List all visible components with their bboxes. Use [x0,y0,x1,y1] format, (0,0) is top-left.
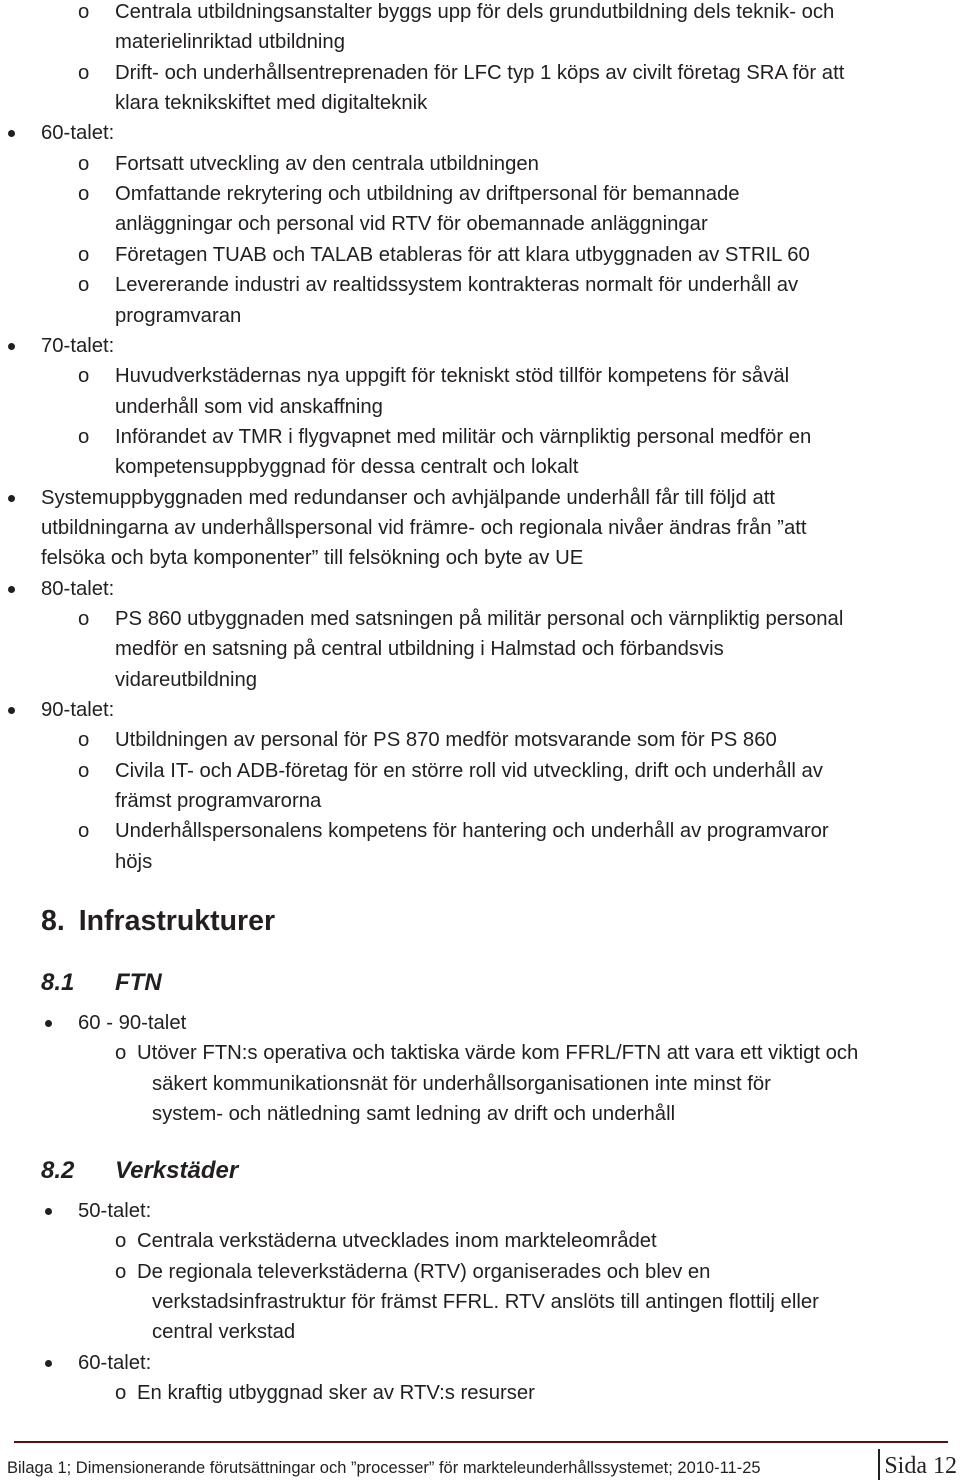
text-line: 60-talet: [78,1351,152,1374]
bullet-dot-icon [8,343,15,350]
text-line: Införandet av TMR i flygvapnet med militär och värnpliktig personal medför en [115,425,812,448]
bullet-dot-icon [8,495,15,502]
text-line: höjs [115,850,153,873]
section-number: 8.1 [41,969,75,996]
text-line: säkert kommunikationsnät för underhållsorganisationen inte minst för [152,1072,771,1095]
text-line: underhåll som vid anskaffning [115,395,383,418]
text-line: Centrala verkstäderna utvecklades inom markteleområdet [137,1230,657,1253]
sub-bullet-marker: o [78,183,90,206]
text-line: 60 - 90-talet [78,1012,187,1034]
text-line: verkstadsinfrastruktur för främst FFRL. RTV anslöts till antingen flottilj eller [152,1290,819,1313]
text-line: Underhållspersonalens kompetens för hantering och underhåll av programvaror [115,820,829,843]
sub-bullet-marker: o [78,425,90,448]
text-line: anläggningar och personal vid RTV för obemannade anläggningar [115,213,708,236]
text-line: Drift- och underhållsentreprenaden för LFC typ 1 köps av civilt företag SRA för att [115,61,845,84]
text-line: 50-talet: [78,1200,152,1222]
page-number: Sida 12 [884,1453,957,1479]
footer-text: Bilaga 1; Dimensionerande förutsättningar och ”processer” för markteleunderhållssystemet; 2010-11-25 [7,1459,761,1477]
sub-bullet-marker: o [115,1230,127,1253]
text-line: De regionala televerkstäderna (RTV) organiserades och blev en [137,1260,711,1283]
text-line: vidareutbildning [115,668,258,691]
text-line: Civila IT- och ADB-företag för en större roll vid utveckling, drift och underhåll av [115,759,823,782]
sub-bullet-marker: o [115,1381,127,1404]
sub-bullet-marker: o [78,729,90,752]
sub-bullet-marker: o [78,820,90,843]
bullet-dot-icon [45,1360,52,1367]
sub-bullet-marker: o [78,61,90,84]
sub-bullet-marker: o [78,274,90,297]
sub-bullet-marker: o [78,243,90,266]
text-line: En kraftig utbyggnad sker av RTV:s resurser [137,1381,535,1404]
text-line: Fortsatt utveckling av den centrala utbildningen [115,152,539,175]
sub-bullet-marker: o [78,759,90,782]
footer-rule [14,1441,948,1443]
text-line: Företagen TUAB och TALAB etableras för att klara utbyggnaden av STRIL 60 [115,243,810,266]
sub-bullet-marker: o [78,1,90,23]
text-line: system- och nätledning samt ledning av drift och underhåll [152,1102,676,1125]
text-line: Huvudverkstädernas nya uppgift för tekniskt stöd tillför kompetens för såväl [115,365,790,388]
text-line: 90-talet: [41,699,115,722]
text-line: Omfattande rekrytering och utbildning av driftpersonal för bemannade [115,183,740,206]
sub-bullet-marker: o [78,608,90,630]
footer-separator [878,1449,880,1480]
text-line: 60-talet: [41,122,115,145]
text-line: klara teknikskiftet med digitalteknik [115,92,428,115]
text-line: Centrala utbildningsanstalter byggs upp för dels grundutbildning dels teknik- och [115,1,835,23]
section-number: 8.2 [41,1157,75,1184]
text-line: främst programvarorna [115,790,322,813]
text-line: central verkstad [152,1321,296,1344]
sub-bullet-marker: o [78,365,90,388]
bullet-dot-icon [45,1208,52,1215]
section-title: FTN [115,969,162,996]
section-number: 8. [41,905,65,937]
text-line: medför en satsning på central utbildning i Halmstad och förbandsvis [115,638,724,661]
section-heading-8 [41,904,275,938]
section-title: Infrastrukturer [78,905,276,937]
text-line: felsöka och byta komponenter” till felsökning och byte av UE [41,547,584,570]
text-line: materielinriktad utbildning [115,31,345,54]
sub-bullet-marker: o [115,1260,127,1283]
bullet-dot-icon [45,1020,52,1027]
text-line: 70-talet: [41,334,115,357]
text-line: Utöver FTN:s operativa och taktiska värde kom FFRL/FTN att vara ett viktigt och [137,1042,859,1065]
bullet-dot-icon [8,586,15,593]
section-title: Verkstäder [115,1157,239,1184]
sub-bullet-marker: o [78,152,90,175]
text-line: PS 860 utbyggnaden med satsningen på militär personal och värnpliktig personal [115,608,844,630]
sub-bullet-marker: o [115,1042,127,1065]
bullet-dot-icon [8,707,15,714]
text-line: utbildningarna av underhållspersonal vid främre- och regionala nivåer ändras från ”att [41,516,807,539]
text-line: Levererande industri av realtidssystem kontrakteras normalt för underhåll av [115,274,799,297]
section-heading-8-2 [41,1156,239,1186]
text-line: 80-talet: [41,577,115,600]
text-line: Systemuppbyggnaden med redundanser och avhjälpande underhåll får till följd att [41,486,775,509]
bullet-dot-icon [8,130,15,137]
section-heading-8-1 [41,968,162,998]
text-line: programvaran [115,304,242,327]
text-line: Utbildningen av personal för PS 870 medför motsvarande som för PS 860 [115,729,777,752]
text-line: kompetensuppbyggnad för dessa centralt och lokalt [115,456,579,479]
